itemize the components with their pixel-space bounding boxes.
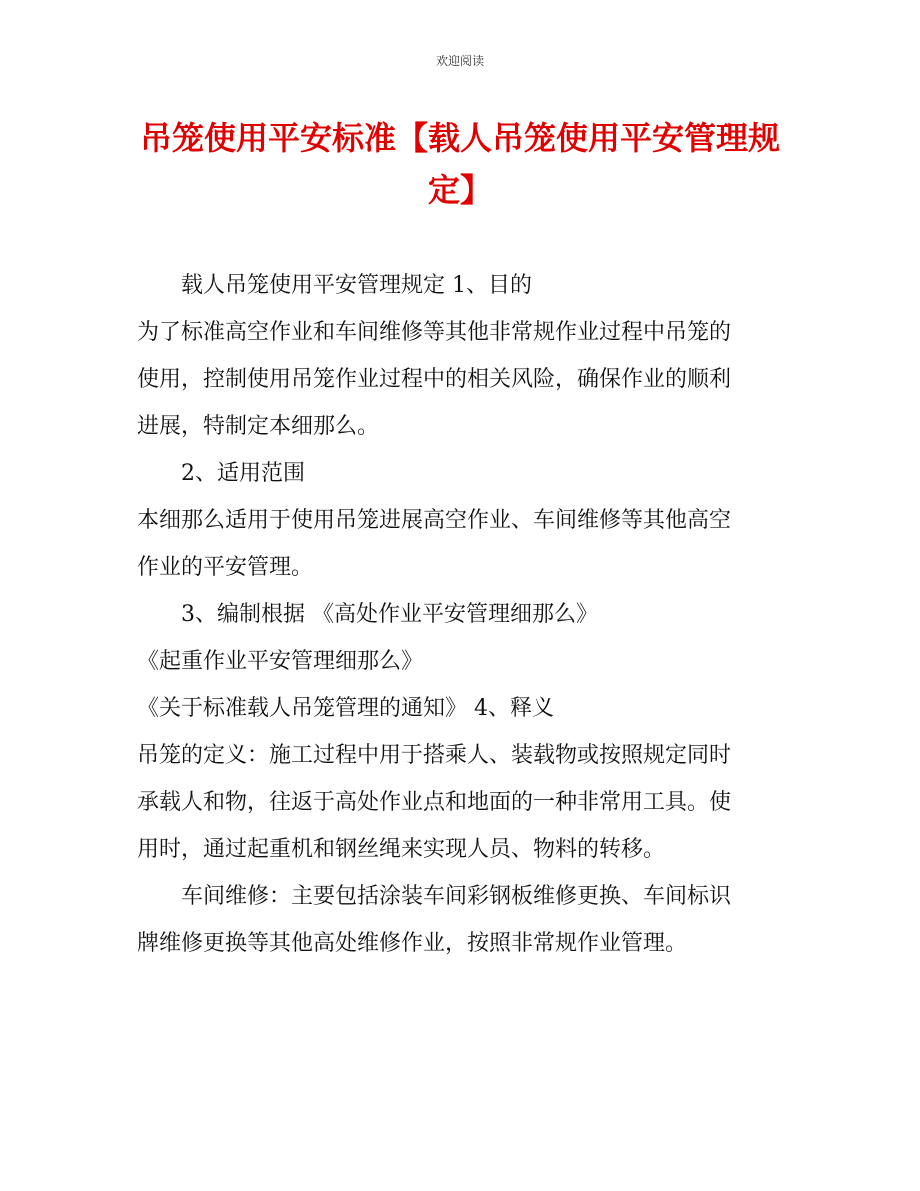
text-line-15: 牌维修更换等其他高处维修作业，按照非常规作业管理。 xyxy=(137,931,688,956)
document-title xyxy=(135,112,785,216)
text-line-8: 3、编制根据 《高处作业平安管理细那么》 xyxy=(181,602,598,627)
page-header: 欢迎阅读 xyxy=(435,54,484,68)
text-line-3: 使用，控制使用吊笼作业过程中的相关风险，确保作业的顺利 xyxy=(137,367,732,392)
text-line-5: 2、适用范围 xyxy=(181,461,305,486)
text-line-9: 《起重作业平安管理细那么》 xyxy=(137,649,424,674)
text-line-12: 承载人和物，往返于高处作业点和地面的一种非常用工具。使 xyxy=(137,790,732,815)
text-line-2: 为了标准高空作业和车间维修等其他非常规作业过程中吊笼的 xyxy=(137,320,732,345)
text-line-13: 用时，通过起重机和钢丝绳来实现人员、物料的转移。 xyxy=(137,837,666,862)
text-line-4: 进展，特制定本细那么。 xyxy=(137,414,380,439)
title-line-2: 定】 xyxy=(427,171,492,209)
text-line-14: 车间维修：主要包括涂装车间彩钢板维修更换、车间标识 xyxy=(181,884,732,909)
text-line-1: 载人吊笼使用平安管理规定 1、目的 xyxy=(181,273,532,298)
title-line-1: 吊笼使用平安标准【载人吊笼使用平安管理规 xyxy=(139,119,780,157)
document-body xyxy=(137,262,785,967)
text-line-7: 作业的平安管理。 xyxy=(137,555,314,580)
text-line-6: 本细那么适用于使用吊笼进展高空作业、车间维修等其他高空 xyxy=(137,508,732,533)
text-line-10: 《关于标准载人吊笼管理的通知》 4、释义 xyxy=(137,696,554,721)
text-line-11: 吊笼的定义：施工过程中用于搭乘人、装载物或按照规定同时 xyxy=(137,743,732,768)
